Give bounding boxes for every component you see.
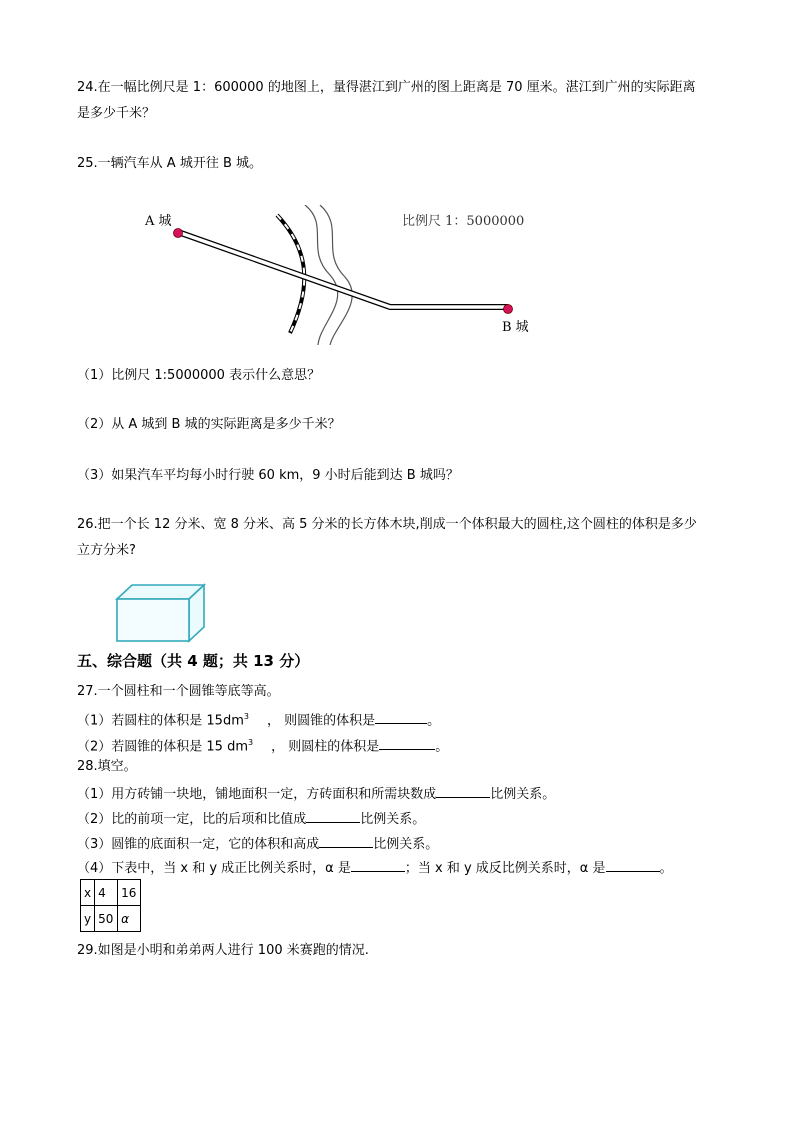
cuboid-figure [112, 582, 208, 644]
q27-sub1-text-2: ， 则圆锥的体积是 [266, 713, 376, 729]
q27-sub2-text: （2）若圆锥的体积是 15 dm [77, 739, 248, 755]
table-row-y [81, 906, 141, 932]
table-cell: y [81, 906, 95, 932]
q28-sub4-text-2: ；当 x 和 y 成反比例关系时，α 是 [404, 861, 606, 876]
q27-sub2 [77, 735, 448, 755]
river-bank-left [305, 205, 338, 345]
q27-sub2-text-2: ， 则圆柱的体积是 [271, 739, 380, 755]
q27-sub2-answer-blank[interactable] [379, 736, 435, 750]
q24-line2: 是多少千米？ [77, 106, 156, 121]
q28-sub3-text: （3）圆锥的底面积一定，它的体积和高成 [77, 837, 320, 852]
q25-sub1: （1）比例尺 1:5000000 表示什么意思？ [77, 368, 321, 383]
q28-sub2-text-2: 比例关系。 [360, 812, 426, 827]
q28-sub4-text: （4）下表中，当 x 和 y 成正比例关系时，α 是 [77, 861, 351, 876]
q27-sub2-unit-exponent: 3 [248, 738, 254, 747]
city-a-marker [174, 229, 183, 238]
city-a-label: A 城 [145, 214, 172, 229]
table-cell: 16 [118, 880, 141, 906]
q27-sub1 [77, 709, 440, 729]
q28-sub3-text-2: 比例关系。 [373, 837, 439, 852]
q27-sub1-text: （1）若圆柱的体积是 15dm [77, 713, 244, 729]
table-cell: 4 [95, 880, 118, 906]
city-b-label: B 城 [502, 320, 529, 335]
map-scale-label: 比例尺 1：5000000 [402, 214, 525, 229]
section-five-heading: 五、综合题（共 4 题；共 13 分） [77, 652, 310, 670]
q28-sub1-answer-blank[interactable] [436, 784, 490, 798]
xy-value-table [80, 879, 141, 932]
q27-sub1-unit-exponent: 3 [243, 712, 249, 721]
q28-sub3 [77, 834, 438, 853]
table-cell: 50 [95, 906, 118, 932]
q25-stem: 25.一辆汽车从 A 城开往 B 城。 [77, 156, 263, 171]
q28-sub3-answer-blank[interactable] [319, 834, 373, 848]
q28-sub1 [77, 784, 555, 803]
q25-route-map [140, 205, 540, 345]
q27-sub1-end: 。 [427, 713, 441, 729]
cuboid-front-face [117, 599, 189, 641]
table-cell: x [81, 880, 95, 906]
q28-sub4-answer-blank-2[interactable] [606, 858, 660, 872]
q24-line1: 24.在一幅比例尺是 1：600000 的地图上，量得湛江到广州的图上距离是 70 厘米。湛江到广州的实际距离 [77, 80, 696, 95]
q28-stem: 28.填空。 [77, 759, 137, 774]
q28-sub2-text: （2）比的前项一定，比的后项和比值成 [77, 812, 307, 827]
q27-sub2-end: 。 [435, 739, 449, 755]
q28-sub4-answer-blank-1[interactable] [351, 858, 405, 872]
q29-stem: 29.如图是小明和弟弟两人进行 100 米赛跑的情况. [77, 943, 369, 958]
q27-sub1-answer-blank[interactable] [375, 710, 427, 724]
q28-sub4-end: 。 [659, 861, 673, 876]
table-row-x [81, 880, 141, 906]
table-cell: α [118, 906, 141, 932]
q28-sub1-text-2: 比例关系。 [490, 787, 556, 802]
q28-sub2 [77, 809, 425, 828]
q26-line1: 26.把一个长 12 分米、宽 8 分米、高 5 分米的长方体木块,削成一个体积最大的圆柱,这个圆柱的体积是多少 [77, 517, 697, 532]
q28-sub2-answer-blank[interactable] [306, 809, 360, 823]
city-b-marker [504, 305, 513, 314]
river-bank-right [320, 205, 352, 345]
q27-stem: 27.一个圆柱和一个圆锥等底等高。 [77, 684, 280, 699]
road-fill [178, 232, 508, 307]
q26-line2: 立方分米? [77, 543, 136, 558]
road-outline [178, 232, 508, 307]
q28-sub4 [77, 858, 673, 877]
q25-sub2: （2）从 A 城到 B 城的实际距离是多少千米？ [77, 417, 341, 432]
q28-sub1-text: （1）用方砖铺一块地，铺地面积一定，方砖面积和所需块数成 [77, 787, 437, 802]
q25-sub3: （3）如果汽车平均每小时行驶 60 km，9 小时后能到达 B 城吗？ [77, 468, 459, 483]
